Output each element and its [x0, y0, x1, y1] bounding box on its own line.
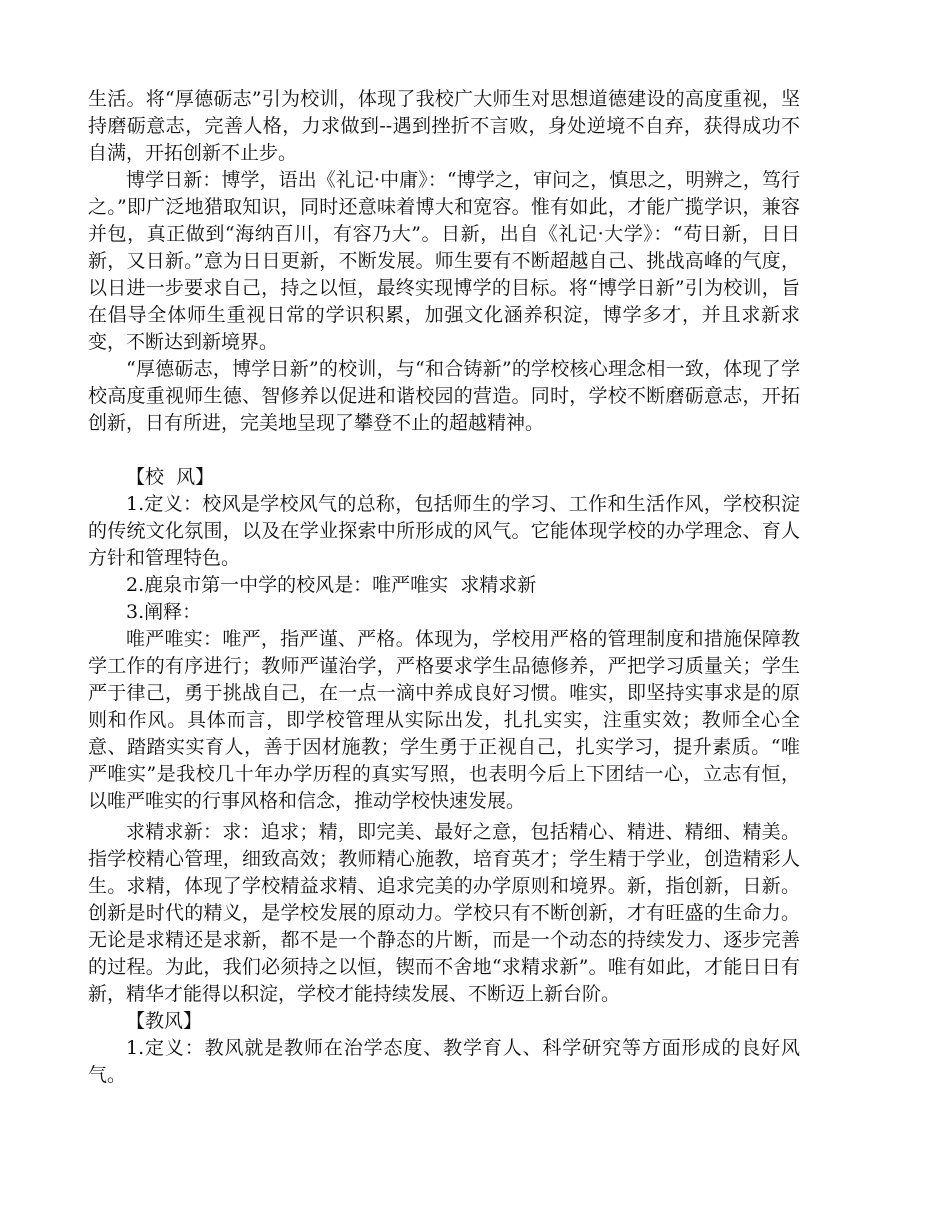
paragraph-motto-summary: “厚德砺志，博学日新”的校训，与“和合铸新”的学校核心理念相一致，体现了学校高度重视师生德、智修养以促进和谐校园的营造。同时，学校不断磨砺意志，开拓创新，日有所进，完美地呈现了攀登不止的超越精神。: [88, 358, 800, 434]
xiaofeng-explain-label: 3.阐释：: [126, 601, 202, 623]
xiaofeng-definition: 1.定义：校风是学校风气的总称，包括师生的学习、工作和生活作风，学校积淀的传统文化氛围，以及在学业探索中所形成的风气。它能体现学校的办学理念、育人方针和管理特色。: [88, 493, 800, 569]
jiaofeng-definition: 1.定义：教风就是教师在治学态度、教学育人、科学研究等方面形成的良好风气。: [88, 1037, 800, 1086]
heading-xiaofeng: 【校 风】: [126, 466, 215, 488]
paragraph-houde-continuation: 生活。将“厚德砺志”引为校训，体现了我校广大师生对思想道德建设的高度重视，坚持磨砺意志，完善人格，力求做到--遇到挫折不言败，身处逆境不自弃，获得成功不自满，开拓创新不止步。: [88, 88, 800, 164]
blank-line: [88, 437, 800, 464]
paragraph-qiujing-qiuxin: 求精求新：求：追求；精，即完美、最好之意，包括精心、精进、精细、精美。指学校精心管理，细致高效；教师精心施教，培育英才；学生精于学业，创造精彩人生。求精，体现了学校精益求精、追求完美的办学原则和境界。新，指创新，日新。创新是时代的精义，是学校发展的原动力。学校只有不断创新，才有旺盛的生命力。无论是求精还是求新，都不是一个静态的片断，而是一个动态的持续发力、逐步完善的过程。为此，我们必须持之以恒，锲而不舍地“求精求新”。唯有如此，才能日日有新，精华才能得以积淀，学校才能持续发展、不断迈上新台阶。: [88, 821, 800, 1005]
paragraph-weiyan-weishi: 唯严唯实：唯严，指严谨、严格。体现为，学校用严格的管理制度和措施保障教学工作的有序进行；教师严谨治学，严格要求学生品德修养，严把学习质量关；学生严于律己，勇于挑战自己，在一点一滴中养成良好习惯。唯实，即坚持实事求是的原则和作风。具体而言，即学校管理从实际出发，扎扎实实，注重实效；教师全心全意、踏踏实实育人，善于因材施教；学生勇于正视自己，扎实学习，提升素质。“唯严唯实”是我校几十年办学历程的真实写照，也表明今后上下团结一心，立志有恒，以唯严唯实的行事风格和信念，推动学校快速发展。: [88, 628, 800, 812]
heading-jiaofeng: 【教风】: [126, 1010, 203, 1032]
document-body: [88, 86, 800, 1089]
xiaofeng-value: 2.鹿泉市第一中学的校风是：唯严唯实 求精求新: [126, 574, 537, 596]
paragraph-boxue-rixin: 博学日新：博学，语出《礼记·中庸》：“博学之，审问之，慎思之，明辨之，笃行之。”即广泛地猎取知识，同时还意味着博大和宽容。惟有如此，才能广揽学识，兼容并包，真正做到“海纳百川，有容乃大”。日新，出自《礼记·大学》：“苟日新，日日新，又日新。”意为日日更新，不断发展。师生要有不断超越自己、挑战高峰的气度，以日进一步要求自己，持之以恒，最终实现博学的目标。将“博学日新”引为校训，旨在倡导全体师生重视日常的学识积累，加强文化涵养积淀，博学多才，并且求新求变，不断达到新境界。: [88, 169, 800, 353]
